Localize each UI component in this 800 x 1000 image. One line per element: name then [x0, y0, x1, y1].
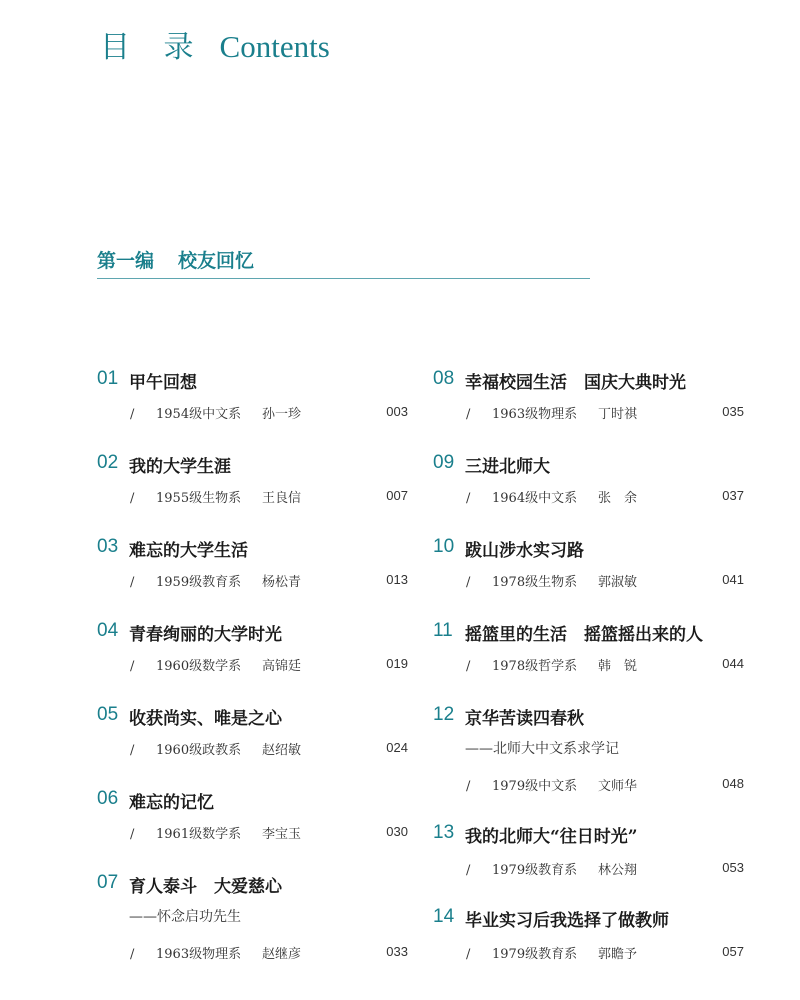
title-english: Contents [219, 29, 330, 64]
entry-meta: / 1955级生物系 王良信 [130, 487, 301, 506]
entry-author: 林公翔 [598, 863, 638, 878]
entry-number: 02 [97, 452, 119, 473]
entry-meta: / 1960级政教系 赵绍敏 [130, 739, 301, 758]
entry-number: 08 [433, 368, 455, 389]
entry-number: 07 [97, 872, 119, 893]
entry-number: 10 [433, 536, 455, 557]
entry-author: 韩 锐 [598, 659, 638, 674]
entry-title[interactable]: 青春绚丽的大学时光 [129, 625, 282, 645]
entry-grade: 1954级中文系 [156, 407, 242, 422]
entry-meta: / 1963级物理系 丁时祺 [466, 403, 637, 422]
entry-title[interactable]: 摇篮里的生活 摇篮摇出来的人 [465, 625, 703, 645]
entry-grade: 1960级数学系 [156, 659, 242, 674]
entry-page: 030 [386, 824, 408, 839]
entry-page: 057 [722, 944, 744, 959]
entry-title[interactable]: 我的北师大“往日时光” [465, 827, 638, 847]
entry-page: 035 [722, 404, 744, 419]
entry-author: 张 余 [598, 491, 638, 506]
entry-subtitle: ——怀念启功先生 [129, 909, 241, 925]
entry-meta: / 1979级教育系 林公翔 [466, 859, 637, 878]
entry-number: 09 [433, 452, 455, 473]
section-divider [97, 278, 590, 279]
page-title [100, 22, 330, 66]
entry-grade: 1963级物理系 [492, 407, 578, 422]
entry-number: 04 [97, 620, 119, 641]
entry-grade: 1963级物理系 [156, 947, 242, 962]
entry-meta: / 1979级中文系 文师华 [466, 775, 637, 794]
entry-author: 李宝玉 [262, 827, 302, 842]
entry-meta: / 1963级物理系 赵继彦 [130, 943, 301, 962]
entry-author: 王良信 [262, 491, 302, 506]
entry-number: 13 [433, 822, 455, 843]
entry-grade: 1955级生物系 [156, 491, 242, 506]
entry-grade: 1979级教育系 [492, 863, 578, 878]
entry-page: 044 [722, 656, 744, 671]
entry-page: 048 [722, 776, 744, 791]
entry-meta: / 1954级中文系 孙一珍 [130, 403, 301, 422]
entry-page: 007 [386, 488, 408, 503]
section-part: 第一编 [97, 250, 155, 272]
entry-title[interactable]: 难忘的记忆 [129, 793, 214, 813]
entry-author: 文师华 [598, 779, 638, 794]
entry-grade: 1979级教育系 [492, 947, 578, 962]
entry-grade: 1961级数学系 [156, 827, 242, 842]
entry-grade: 1959级教育系 [156, 575, 242, 590]
entry-number: 03 [97, 536, 119, 557]
entry-title[interactable]: 甲午回想 [129, 373, 197, 393]
entry-page: 003 [386, 404, 408, 419]
entry-grade: 1978级生物系 [492, 575, 578, 590]
entry-author: 赵继彦 [262, 947, 302, 962]
entry-number: 05 [97, 704, 119, 725]
entry-author: 赵绍敏 [262, 743, 302, 758]
entry-subtitle: ——北师大中文系求学记 [465, 741, 619, 757]
entry-author: 郭瞻予 [598, 947, 638, 962]
entry-title[interactable]: 幸福校园生活 国庆大典时光 [465, 373, 686, 393]
entry-title[interactable]: 三进北师大 [465, 457, 550, 477]
entry-author: 丁时祺 [598, 407, 638, 422]
entry-page: 053 [722, 860, 744, 875]
entry-meta: / 1978级哲学系 韩 锐 [466, 655, 637, 674]
entry-meta: / 1960级数学系 高锦廷 [130, 655, 301, 674]
entry-page: 041 [722, 572, 744, 587]
entry-meta: / 1979级教育系 郭瞻予 [466, 943, 637, 962]
entry-title[interactable]: 我的大学生涯 [129, 457, 231, 477]
entry-title[interactable]: 毕业实习后我选择了做教师 [465, 911, 669, 931]
entry-grade: 1960级政教系 [156, 743, 242, 758]
entry-grade: 1979级中文系 [492, 779, 578, 794]
entry-number: 12 [433, 704, 455, 725]
entry-page: 033 [386, 944, 408, 959]
entry-author: 孙一珍 [262, 407, 302, 422]
section-name: 校友回忆 [178, 250, 255, 272]
entry-grade: 1978级哲学系 [492, 659, 578, 674]
entry-meta: / 1964级中文系 张 余 [466, 487, 637, 506]
entry-title[interactable]: 跋山涉水实习路 [465, 541, 584, 561]
entry-number: 11 [433, 620, 453, 641]
entry-author: 高锦廷 [262, 659, 302, 674]
entry-meta: / 1961级数学系 李宝玉 [130, 823, 301, 842]
entry-number: 14 [433, 906, 455, 927]
entry-title[interactable]: 育人泰斗 大爱慈心 [129, 877, 282, 897]
entry-meta: / 1978级生物系 郭淑敏 [466, 571, 637, 590]
entry-author: 郭淑敏 [598, 575, 638, 590]
section-heading [97, 246, 254, 273]
entry-author: 杨松青 [262, 575, 302, 590]
entry-title[interactable]: 收获尚实、唯是之心 [129, 709, 282, 729]
entry-meta: / 1959级教育系 杨松青 [130, 571, 301, 590]
entry-page: 037 [722, 488, 744, 503]
title-chinese: 目 录 [100, 30, 206, 65]
entry-page: 024 [386, 740, 408, 755]
entry-number: 06 [97, 788, 119, 809]
entry-page: 013 [386, 572, 408, 587]
entry-title[interactable]: 难忘的大学生活 [129, 541, 248, 561]
entry-page: 019 [386, 656, 408, 671]
entry-grade: 1964级中文系 [492, 491, 578, 506]
entry-title[interactable]: 京华苦读四春秋 [465, 709, 584, 729]
entry-number: 01 [97, 368, 119, 389]
